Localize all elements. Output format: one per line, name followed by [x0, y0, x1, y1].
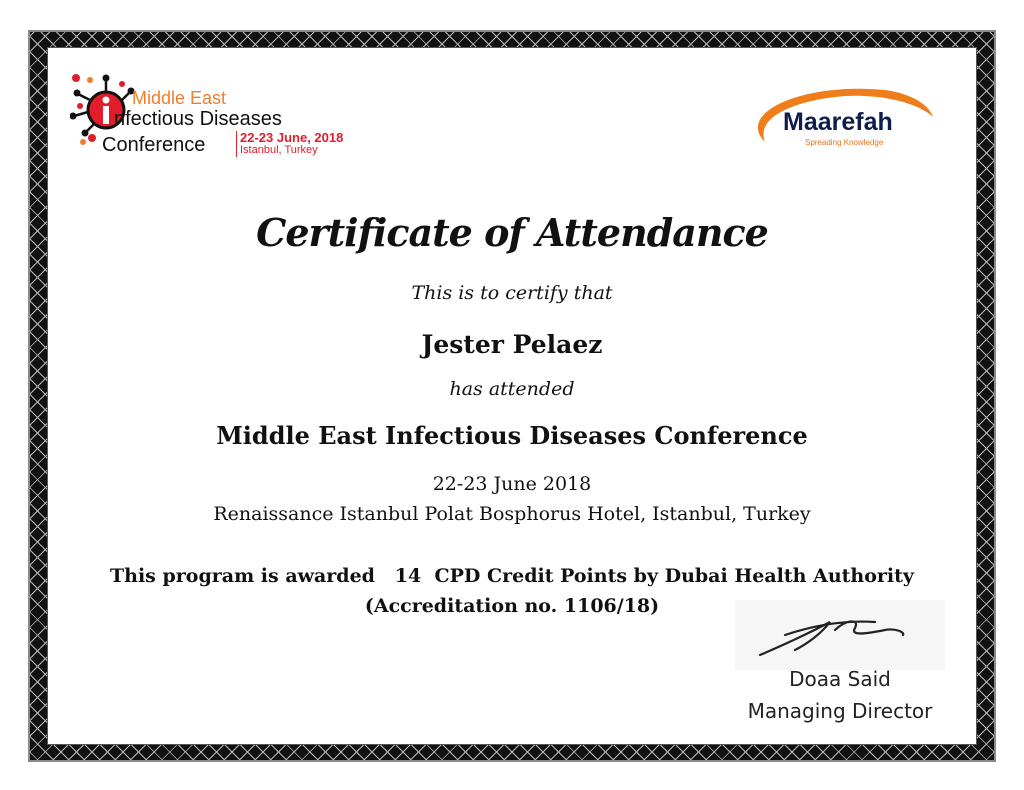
signatory-name: Doaa Said	[789, 667, 891, 691]
certificate-title: Certificate of Attendance	[256, 210, 768, 255]
logo-text-infectious-diseases: nfectious Diseases	[114, 108, 282, 130]
signature	[735, 600, 945, 670]
maarefah-tagline: Spreading Knowledge	[805, 138, 884, 147]
event-date: 22-23 June 2018	[432, 473, 592, 495]
event-venue: Renaissance Istanbul Polat Bosphorus Hotel, Istanbul, Turkey	[213, 503, 811, 525]
attended-text: has attended	[449, 378, 575, 400]
signatory	[735, 663, 945, 727]
certify-text: This is to certify that	[411, 282, 613, 304]
maarefah-name: Maarefah	[783, 108, 893, 136]
logo-place: Istanbul, Turkey	[240, 144, 318, 156]
signature-icon	[735, 600, 945, 670]
event-name: Middle East Infectious Diseases Conference	[216, 421, 808, 450]
logo-dates: 22-23 June, 2018	[240, 130, 344, 145]
logo-date-place	[236, 131, 343, 157]
maarefah-logo	[745, 82, 935, 152]
award-text: This program is awarded 14 CPD Credit Points by Dubai Health Authority	[110, 565, 914, 587]
signatory-role: Managing Director	[747, 699, 933, 723]
recipient-name: Jester Pelaez	[421, 330, 603, 359]
logo-text-conference: Conference	[102, 134, 206, 156]
accreditation-text: (Accreditation no. 1106/18)	[364, 595, 660, 617]
conference-logo	[70, 72, 370, 162]
logo-text-middle-east: Middle East	[132, 88, 227, 108]
